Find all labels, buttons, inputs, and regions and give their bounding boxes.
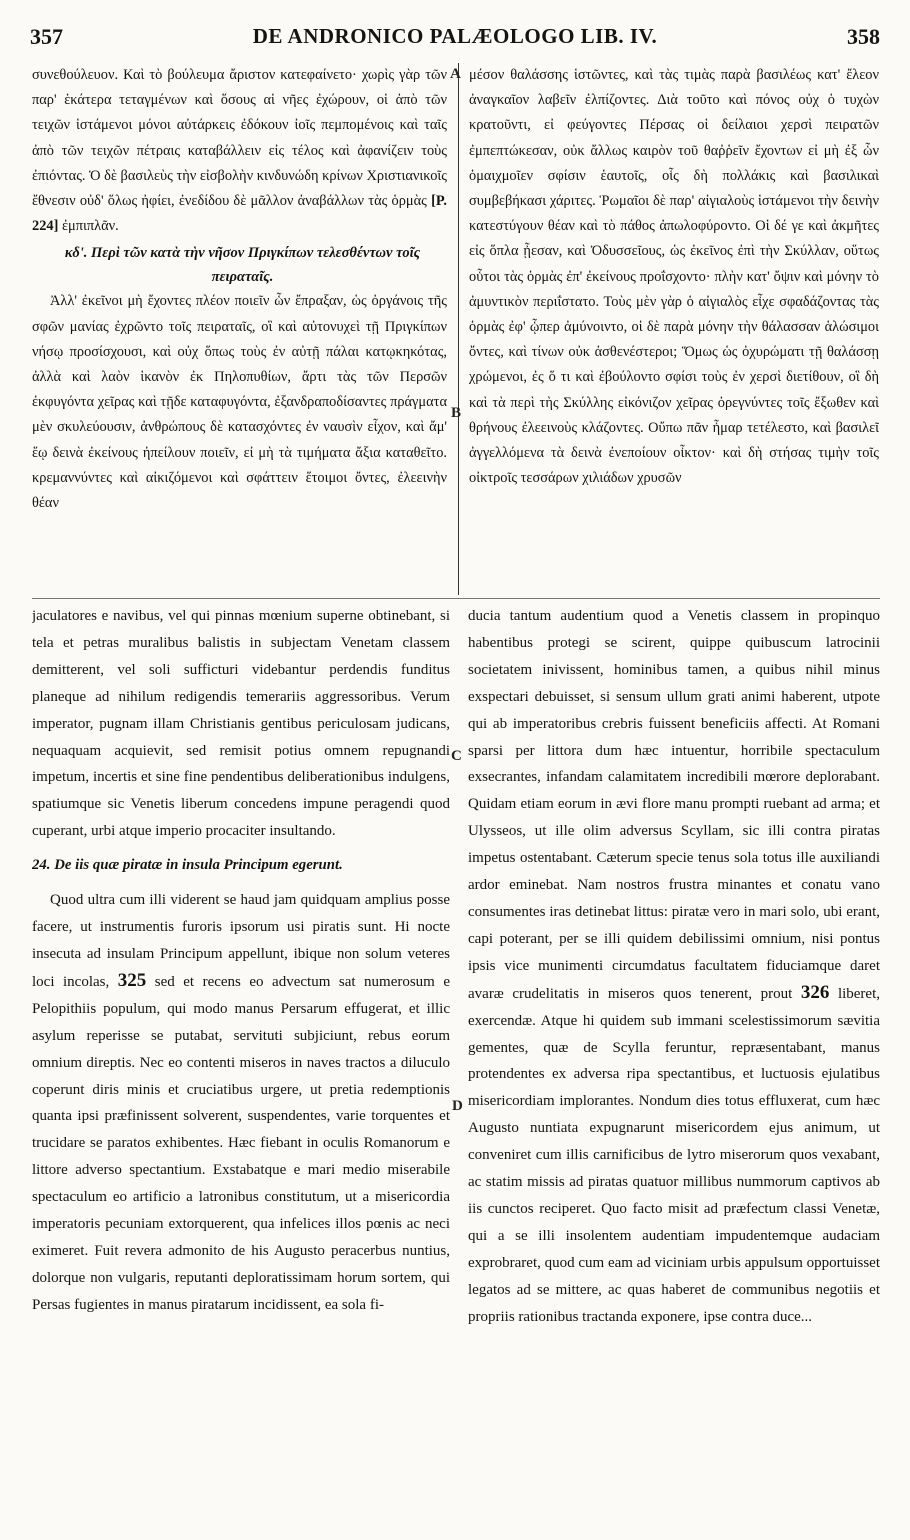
latin-paragraph: jaculatores e navibus, vel qui pinnas mœnium superne obtinebant, si tela et petras muralibus balistis in subjectam Venetam classem demitterent, vel soli sufficturi videbantur perdendis funditus planeque ad nihilum redigendis temerariis aggressoribus. Verum imperator, pugnam illam Christianis gentibus periculosam judicans, nequaquam acquievit, sed remisit potius omnem repugnandi impetum, incertis et sine fine pendentibus deliberationibus indulgens, spatiumque sic Venetis liberum concedens impune peragendi quod cuperant, urbi atque imperio procaciter insultando. [32, 608, 450, 840]
greek-paragraph: συνεθούλευον. Καὶ τὸ βούλευμα ἄριστον κατεφαίνετο· χωρὶς γὰρ τῶν παρ' ἑκάτερα τεταγμένων καὶ ὅσους αἱ νῆες ἐχώρουν, οἱ ἀπὸ τῶν τειχῶν ἱστάμενοι μόνοι αὐτάρκεις ἐδόκουν ἰοῖς πεμπομένοις καὶ ταῖς ἀπὸ τῶν τειχῶν πέτραις καταβάλλειν εἰς τέλος καὶ ἀφανίζειν τοὺς ἐπιόντας. Ὁ δὲ βασιλεὺς τὴν εἰσβολὴν κινδυνώδη κρίνων Χριστιανικοῖς ἔθνεσιν οὐδ' ὅλως ἠφίει, ἐνεδίδου δὲ μᾶλλον ἀναβάλλων τὰς ὁρμὰς [P. 224] ἐμπιπλᾶν. [32, 67, 447, 235]
margin-mark-d: D [452, 1098, 463, 1114]
running-header [30, 18, 880, 52]
latin-column-right [468, 603, 880, 1528]
latin-paragraph: Quod ultra cum illi viderent se haud jam quidquam amplius posse facere, ut instrumentis furoris ipsorum usi piratis sunt. Hi nocte insecuta ad insulam Principum appellunt, ibique non solum veteres loci incolas, 325 sed et recens eo advectum sat numerosum e Pelopithiis populum, qui modo manus Persarum effugerat, et illic asylum reperisse se putabat, servituti subjiciunt, rebus eorum omnium direptis. Nec eo contenti miseros in naves tractos a diluculo coperunt diris minis et cruciatibus urgere, ut pretia redemptionis quanta ipsi præfinissent solverent, suspendentes, varie torquentes et trucidare se paratos exhibentes. Hæc fiebant in oculis Romanorum e littore adverso spectantium. Exstabatque e mari medio miserabile spectaculum eo artificio a latronibus constitutum, ut a misericordia imperatoris pecuniam extorquerent, qua infelices illos pœnis ac neci eximeret. Fuit revera admonito de his Augusto peracerbus nuntius, dolorque non vulgaris, reputanti deploratissimam horum sortem, qui Persas fugientes in manus piratarum incidissent, ea sola fi- [32, 892, 450, 1313]
page-number-left: 357 [30, 24, 63, 49]
latin-chapter-heading: 24. De iis quæ piratæ in insula Principum egerunt. [32, 857, 343, 874]
section-divider [32, 598, 880, 599]
latin-column-left [32, 603, 450, 1528]
margin-mark-b: B [451, 405, 462, 421]
page-number-right: 358 [847, 24, 880, 49]
running-title: DE ANDRONICO PALÆOLOGO LIB. IV. [252, 24, 658, 48]
greek-chapter-heading: κδ'. Περὶ τῶν κατὰ τὴν νῆσον Πριγκίπων τελεσθέντων τοῖς πειραταῖς. [64, 245, 421, 286]
page-reference: [P. 224] [32, 193, 447, 235]
margin-mark-c: C [451, 748, 462, 764]
greek-paragraph: μέσον θαλάσσης ἱστῶντες, καὶ τὰς τιμὰς παρὰ βασιλέως κατ' ἔλεον ἀναγκαῖον λαβεῖν ἐλπίζοντες. Διὰ τοῦτο καὶ πόνος οὐχ ὁ τυχὼν κρατοῦντι, εἰ φεύγοντες Πέρσας οἱ δείλαιοι χερσὶ πειρατῶν ἐμπεπτώκεσαν, οὐκ ἄλλως καιρὸν τοῦ θαῤῥεῖν ἔχοντων εἰ μὴ ἐξ ὧν ὁμαιχμοῖεν σφίσιν ἑαυτοῖς, οἷς δὴ πολλάκις καὶ βασιλικαὶ συμβεβήκασι χάριτες. Ῥωμαῖοι δὲ παρ' αἰγιαλοὺς ἱστάμενοι τὴν δεινὴν κατεστύγουν θέαν καὶ τὸ πάθος ἀπωλοφύροντο. Οἱ δέ γε καὶ ἀκμῆτες εἰς ὅπλα ᾖεσαν, καὶ Ὀδυσσεῖους, ὡς ἐκεῖνος ἐπὶ τὴν Σκύλλαν, οὕτως οὗτοι τὰς ὁρμὰς ἐπ' ἐκείνους προΐσχοντο· πλὴν κατ' ὄψιν καὶ μόνην τὸ ἀμυντικὸν περιΐστατο. Τοὺς μὲν γὰρ ὁ αἰγιαλὸς εἶχε σφαδάζοντας τὰς ὁρμὰς ἐφ' ᾧπερ ἀμύνοιντο, οἱ δὲ παρὰ μόνην τὴν θάλασσαν ἁλώσιμοι ὄντες, καὶ τίνων οὐκ ἀσθενέστεροι; Ὅμως ὡς ὀχυρώματι τῇ θαλάσσῃ χρώμενοι, ἐς ὅ τι καὶ ἐβούλοντο σφίσι τοὺς ἐν χερσὶ διετίθουν, οἳ δὴ καὶ τὰ περὶ τὴς Σκύλλης εἰκόνιζον χεῖρας ὀρεγνύντες τοῖς ἔξωθεν καὶ θρήνους ἐλεεινοὺς κλάζοντες. Οὔπω πᾶν ἦμαρ τετέλεστο, καὶ βασιλεῖ ἀγγελλόμενα τὰ δεινὰ ἐνεποίουν οἶκτον· καὶ δὴ στήσας τιμὴν τοῖς οἰκτροῖς τεσσάρων χιλιάδων χρυσῶν [469, 67, 879, 487]
greek-column-right [469, 63, 879, 598]
greek-column-left [32, 63, 447, 598]
margin-number: 325 [117, 969, 147, 991]
column-divider-greek [458, 63, 459, 595]
greek-paragraph: Ἀλλ' ἐκεῖνοι μὴ ἔχοντες πλέον ποιεῖν ὧν ἔπραξαν, ὡς ὀργάνοις τῆς σφῶν μανίας ἐχρῶντο τοῖς πειραταῖς, οἳ καὶ αὐτονυχεὶ τῇ Πριγκίπων νήσῳ προσίσχουσι, καὶ οὐχ ὅπως τοὺς ἐν αὐτῇ πάλαι κατῳκηκότας, ἀλλὰ καὶ λαὸν ἱκανὸν ἐκ Πηλοπυθίων, ἄρτι τὰς τῶν Περσῶν ἐκφυγόντα χεῖρας καὶ τῇδε καταφυγόντα, ἐξανδραποδίσαντες πράγματα μὲν σκυλεύουσιν, ἀνθρώπους δὲ κατασχόντες ἐν ναυσὶν εἶχον, καὶ ἄμ' ἕῳ δεινὰ ἐκείνους ἠπείλουν ποιεῖν, εἰ μὴ τὰ τιμήματα ἄξια καταθεῖτο. κρεμαννύντες καὶ αἰκιζόμενοι καὶ σφάττειν ἕτοιμοι ὄντες, ἐλεεινὴν θέαν [32, 293, 447, 512]
margin-number: 326 [800, 981, 830, 1003]
latin-paragraph: ducia tantum audentium quod a Venetis classem in propinquo habentibus protegi se scirent, quippe quibuscum latrocinii societatem inivissent, hominibus tamen, a quibus nihil minus exspectari debuisset, si sensum ullum grati animi haberent, utpote qui ab imperatoribus crebris fuissent beneficiis affecti. At Romani sparsi per littora dum hæc intuentur, horribile spectaculum exsecrantes, infandam calamitatem incredibili mœrore deplorabant. Quidam etiam eorum in ævi flore manu prompti ruebant ad arma; et Ulysseos, ut ille olim adversus Scyllam, sic illi contra piratas impetus ostentabant. Cæterum specie tenus sola totus ille auxiliandi ardor eminebat. Nam nostros frustra minantes et conatu vano consumentes iras detinebat littus: piratæ vero in mari solo, ubi erant, capi poterant, per se illi quidem debilissimi omnium, nisi pontus ipsis vice munimenti circumdatus facultatem fiduciamque daret avaræ crudelitatis in miseros quos tenerent, prout 326 liberet, exercendæ. Atque hi quidem sub immani scelestissimorum sævitia gementes, quæ de Scylla feruntur, repræsentabant, manus protendentes ex adversa ripa spectantibus, et luctuosis ejulatibus misericordiam implorantes. Nondum dies totus effluxerat, cum hæc Augusto nuntiata expugnarunt misericordem ejus animum, ut conveniret cum illis carnificibus de lytro miserorum quos vexabant, ac statim missis ad piratas quatuor millibus nummorum captivos ab iis cunctos reciperet. Quo facto misit ad præfectum classi Venetæ, qui a se illi insolentem audentiam impudentemque audaciam exprobraret, quod cum eam ad viciniam urbis appulsum opportuisset legatos ad se mittere, ac quas haberet de communibus negotiis et propriis rationibus tractanda exponere, ipse contra duce... [468, 608, 880, 1325]
margin-mark-a: A [450, 66, 461, 82]
